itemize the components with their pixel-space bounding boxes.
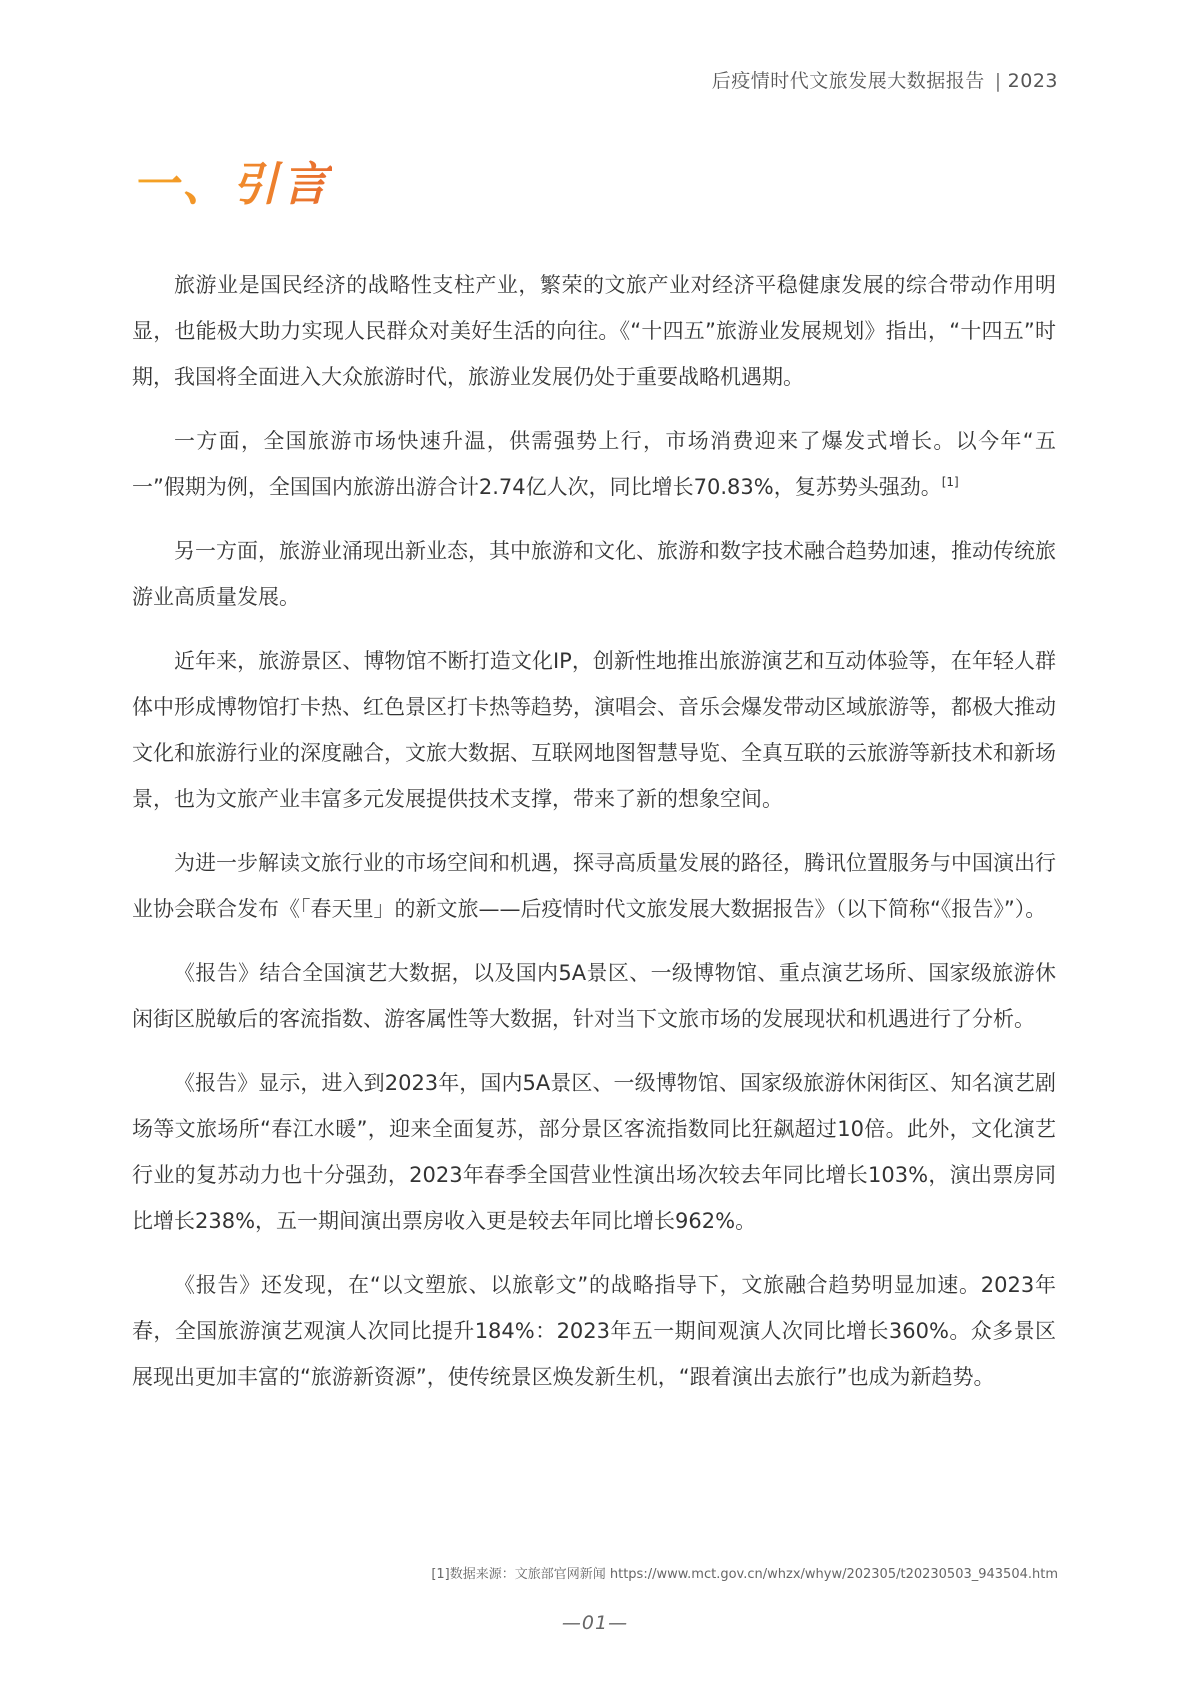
paragraph-8: 《报告》还发现，在“以文塑旅、以旅彰文”的战略指导下，文旅融合趋势明显加速。2023年春，全国旅游演艺观演人次同比提升184%：2023年五一期间观演人次同比增长360%。众多景区展现出更加丰富的“旅游新资源”，使传统景区焕发新生机，“跟着演出去旅行”也成为新趋势。	[132, 1273, 1056, 1389]
paragraph-3: 另一方面，旅游业涌现出新业态，其中旅游和文化、旅游和数字技术融合趋势加速，推动传统旅游业高质量发展。	[132, 539, 1056, 609]
paragraph-2-text: 一方面，全国旅游市场快速升温，供需强势上行，市场消费迎来了爆发式增长。以今年“五一”假期为例，全国国内旅游出游合计2.74亿人次，同比增长70.83%，复苏势头强劲。	[132, 429, 1056, 499]
paragraph-5: 为进一步解读文旅行业的市场空间和机遇，探寻高质量发展的路径，腾讯位置服务与中国演出行业协会联合发布《「春天里」的新文旅——后疫情时代文旅发展大数据报告》（以下简称“《报告》”）。	[132, 851, 1056, 921]
paragraph-1: 旅游业是国民经济的战略性支柱产业，繁荣的文旅产业对经济平稳健康发展的综合带动作用明显，也能极大助力实现人民群众对美好生活的向往。《“十四五”旅游业发展规划》指出，“十四五”时期，我国将全面进入大众旅游时代，旅游业发展仍处于重要战略机遇期。	[132, 273, 1056, 389]
running-header	[712, 66, 1058, 93]
section-title: 一、引言	[132, 148, 332, 214]
paragraph-2	[132, 418, 1056, 510]
paragraph-6: 《报告》结合全国演艺大数据，以及国内5A景区、一级博物馆、重点演艺场所、国家级旅游休闲街区脱敏后的客流指数、游客属性等大数据，针对当下文旅市场的发展现状和机遇进行了分析。	[132, 961, 1056, 1031]
report-title: 后疫情时代文旅发展大数据报告	[711, 70, 985, 92]
footnote-reference: [1]	[941, 475, 959, 489]
paragraph-4: 近年来，旅游景区、博物馆不断打造文化IP，创新性地推出旅游演艺和互动体验等，在年轻人群体中形成博物馆打卡热、红色景区打卡热等趋势，演唱会、音乐会爆发带动区域旅游等，都极大推动文化和旅游行业的深度融合，文旅大数据、互联网地图智慧导览、全真互联的云旅游等新技术和新场景，也为文旅产业丰富多元发展提供技术支撑，带来了新的想象空间。	[132, 649, 1056, 811]
header-separator: |	[994, 70, 1002, 92]
body-text	[132, 262, 1056, 1418]
page-number: —01—	[561, 1612, 629, 1634]
footnote: [1]数据来源：文旅部官网新闻 https://www.mct.gov.cn/whzx/whyw/202305/t20230503_943504.htm	[431, 1567, 1058, 1582]
paragraph-7: 《报告》显示，进入到2023年，国内5A景区、一级博物馆、国家级旅游休闲街区、知名演艺剧场等文旅场所“春江水暖”，迎来全面复苏，部分景区客流指数同比狂飙超过10倍。此外，文化演艺行业的复苏动力也十分强劲，2023年春季全国营业性演出场次较去年同比增长103%，演出票房同比增长238%，五一期间演出票房收入更是较去年同比增长962%。	[132, 1071, 1056, 1233]
report-year: 2023	[1007, 70, 1058, 92]
